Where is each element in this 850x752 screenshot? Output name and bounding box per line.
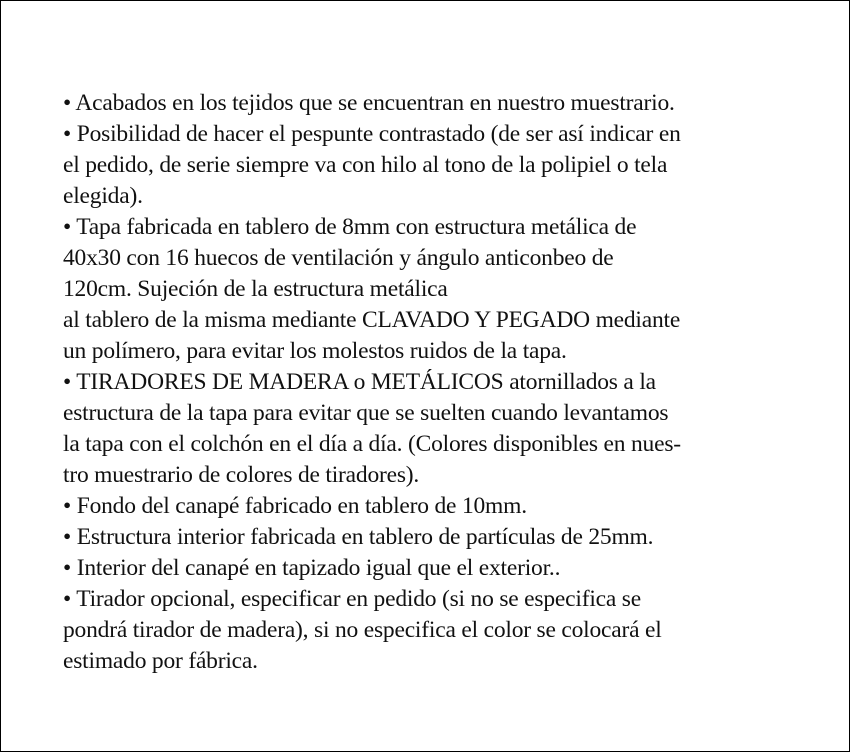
text-line: tro muestrario de colores de tiradores). <box>63 462 420 488</box>
text-line: elegida). <box>63 183 143 209</box>
text-line: • Tapa fabricada en tablero de 8mm con estructura metálica de <box>63 214 637 240</box>
spec-text-block <box>63 88 803 677</box>
text-line: estructura de la tapa para evitar que se suelten cuando levantamos <box>63 400 669 426</box>
text-line: el pedido, de serie siempre va con hilo al tono de la polipiel o tela <box>63 152 668 178</box>
text-line: 40x30 con 16 huecos de ventilación y ángulo anticonbeo de <box>63 245 614 271</box>
text-line: • Fondo del canapé fabricado en tablero de 10mm. <box>63 493 527 519</box>
text-line: pondrá tirador de madera), si no especifica el color se colocará el <box>63 617 662 643</box>
text-line: • Posibilidad de hacer el pespunte contrastado (de ser así indicar en <box>63 121 681 147</box>
text-line: • Interior del canapé en tapizado igual que el exterior.. <box>63 555 561 581</box>
text-line: • Acabados en los tejidos que se encuentran en nuestro muestrario. <box>63 90 675 116</box>
text-line: estimado por fábrica. <box>63 648 258 674</box>
text-line: • Tirador opcional, especificar en pedido (si no se especifica se <box>63 586 641 612</box>
text-line: la tapa con el colchón en el día a día. (Colores disponibles en nues- <box>63 431 681 457</box>
text-line: • Estructura interior fabricada en tablero de partículas de 25mm. <box>63 524 654 550</box>
text-line: • TIRADORES DE MADERA o METÁLICOS atornillados a la <box>63 369 656 395</box>
text-line: un polímero, para evitar los molestos ruidos de la tapa. <box>63 338 567 364</box>
text-line: 120cm. Sujeción de la estructura metálica <box>63 276 448 302</box>
text-line: al tablero de la misma mediante CLAVADO Y PEGADO mediante <box>63 307 681 333</box>
